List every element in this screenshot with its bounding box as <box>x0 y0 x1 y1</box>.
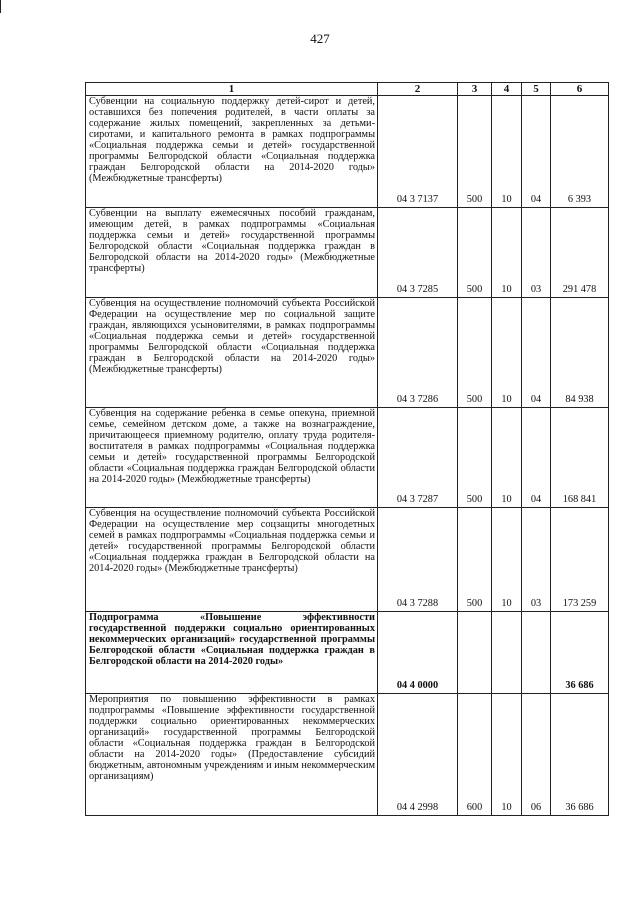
row-col-4: 10 <box>492 208 522 298</box>
row-col-4: 10 <box>492 408 522 508</box>
header-col-4: 4 <box>492 83 522 96</box>
row-col-5 <box>522 612 551 694</box>
row-col-5: 03 <box>522 508 551 612</box>
row-col-4 <box>492 612 522 694</box>
row-description: Подпрограмма «Повышение эффективности государственной поддержки социально ориентированных некоммерческих организаций» государственной программы Белгородской области «Социальная поддержка граждан в Белгородской области на 2014-2020 годы» <box>86 612 378 694</box>
row-amount: 36 686 <box>551 612 609 694</box>
row-col-3: 500 <box>458 96 492 208</box>
table-row <box>86 408 609 508</box>
row-col-5: 06 <box>522 694 551 816</box>
row-col-4: 10 <box>492 694 522 816</box>
row-description: Субвенции на выплату ежемесячных пособий гражданам, имеющим детей, в рамках подпрограммы «Социальная поддержка семьи и детей» государственной программы Белгородской области «Социальная поддержка граждан в Белгородской области на 2014-2020 годы» (Межбюджетные трансферты) <box>86 208 378 298</box>
table-header-row <box>86 83 609 96</box>
row-code: 04 3 7286 <box>378 298 458 408</box>
row-code: 04 3 7288 <box>378 508 458 612</box>
row-col-3: 500 <box>458 408 492 508</box>
row-description: Субвенция на осуществление полномочий субъекта Российской Федерации на осуществление мер соцзащиты многодетных семей в рамках подпрограммы «Социальная поддержка семьи и детей» государственной программы Белгородской области «Социальная поддержка граждан в Белгородской области на 2014-2020 годы» (Межбюджетные трансферты) <box>86 508 378 612</box>
table-row <box>86 96 609 208</box>
row-code: 04 4 2998 <box>378 694 458 816</box>
row-amount: 84 938 <box>551 298 609 408</box>
header-col-3: 3 <box>458 83 492 96</box>
page-number: 427 <box>310 31 330 46</box>
header-col-6: 6 <box>551 83 609 96</box>
row-description: Субвенция на осуществление полномочий субъекта Российской Федерации на осуществление мер по социальной защите граждан, являющихся усыновителями, в рамках подпрограммы «Социальная поддержка семьи и детей» государственной программы Белгородской области «Социальная поддержка граждан в Белгородской области на 2014-2020 годы» (Межбюджетные трансферты) <box>86 298 378 408</box>
row-amount: 6 393 <box>551 96 609 208</box>
row-col-3: 500 <box>458 208 492 298</box>
row-col-3: 600 <box>458 694 492 816</box>
row-description: Мероприятия по повышению эффективности в рамках подпрограммы «Повышение эффективности государственной поддержки социально ориентированных некоммерческих организаций» государственной программы Белгородской области «Социальная поддержка граждан в Белгородской области на 2014-2020 годы» (Предоставление субсидий бюджетным, автономным учреждениям и иным некоммерческим организациям) <box>86 694 378 816</box>
budget-table <box>85 82 609 816</box>
table-row <box>86 694 609 816</box>
row-col-3 <box>458 612 492 694</box>
row-amount: 168 841 <box>551 408 609 508</box>
table-row <box>86 508 609 612</box>
table-row <box>86 208 609 298</box>
row-col-5: 04 <box>522 408 551 508</box>
header-col-5: 5 <box>522 83 551 96</box>
row-code: 04 3 7137 <box>378 96 458 208</box>
row-description: Субвенции на социальную поддержку детей-сирот и детей, оставшихся без попечения родителей, в части оплаты за содержание жилых помещений, закрепленных за детьми-сиротами, и капитального ремонта в рамках подпрограммы «Социальная поддержка семьи и детей» государственной программы Белгородской области «Социальная поддержка граждан Белгородской области на 2014-2020 годы» (Межбюджетные трансферты) <box>86 96 378 208</box>
row-col-5: 03 <box>522 208 551 298</box>
row-col-3: 500 <box>458 508 492 612</box>
row-amount: 291 478 <box>551 208 609 298</box>
scan-edge-mark <box>0 0 1 13</box>
header-col-1: 1 <box>86 83 378 96</box>
row-col-4: 10 <box>492 298 522 408</box>
row-code: 04 3 7287 <box>378 408 458 508</box>
row-col-5: 04 <box>522 96 551 208</box>
row-code: 04 3 7285 <box>378 208 458 298</box>
row-amount: 36 686 <box>551 694 609 816</box>
row-col-4: 10 <box>492 96 522 208</box>
row-col-3: 500 <box>458 298 492 408</box>
row-amount: 173 259 <box>551 508 609 612</box>
table-row-subprogram <box>86 612 609 694</box>
row-col-5: 04 <box>522 298 551 408</box>
row-col-4: 10 <box>492 508 522 612</box>
table-row <box>86 298 609 408</box>
row-code: 04 4 0000 <box>378 612 458 694</box>
row-description: Субвенция на содержание ребенка в семье опекуна, приемной семье, семейном детском доме, а также на вознаграждение, причитающееся приемному родителю, оплату труда родителя-воспитателя в рамках подпрограммы «Социальная поддержка семьи и детей» государственной программы Белгородской области «Социальная поддержка граждан Белгородской области на 2014-2020 годы» (Межбюджетные трансферты) <box>86 408 378 508</box>
header-col-2: 2 <box>378 83 458 96</box>
